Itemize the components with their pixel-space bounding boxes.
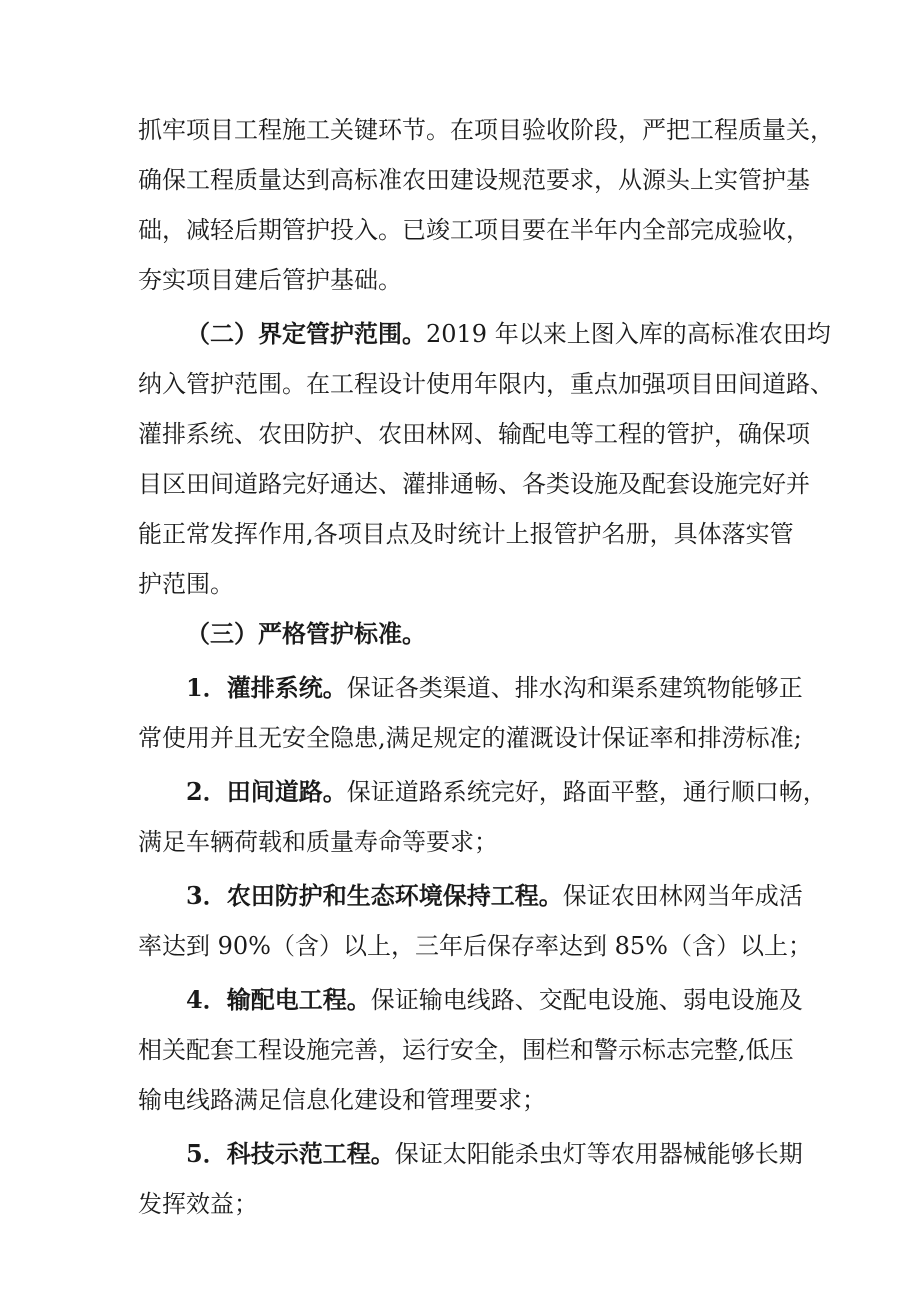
section-2-text: 2019 年以来上图入库的高标准农田均 xyxy=(426,320,831,348)
paragraph-line: 输电线路满足信息化建设和管理要求； xyxy=(138,1086,546,1114)
paragraph-line: 发挥效益； xyxy=(138,1190,258,1218)
paragraph-line: 灌排系统、农田防护、农田林网、输配电等工程的管护，确保项 xyxy=(138,420,810,448)
item-text: 保证各类渠道、排水沟和渠系建筑物能够正 xyxy=(346,674,803,702)
paragraph-line: 常使用并且无安全隐患,满足规定的灌溉设计保证率和排涝标准; xyxy=(138,724,802,752)
section-2-first-line xyxy=(186,314,831,354)
item-text: 保证农田林网当年成活 xyxy=(562,882,803,910)
paragraph-line: 相关配套工程设施完善，运行安全，围栏和警示标志完整,低压 xyxy=(138,1036,794,1064)
paragraph-line: 能正常发挥作用,各项目点及时统计上报管护名册，具体落实管 xyxy=(138,520,794,548)
item-title: 3．农田防护和生态环境保持工程。 xyxy=(186,881,563,910)
item-first-line xyxy=(186,668,803,708)
paragraph-line: 夯实项目建后管护基础。 xyxy=(138,266,402,294)
section-2-heading: （二）界定管护范围。 xyxy=(186,319,426,348)
item-first-line xyxy=(186,876,803,916)
paragraph-line: 确保工程质量达到高标准农田建设规范要求，从源头上实管护基 xyxy=(138,166,810,194)
paragraph-line: 纳入管护范围。在工程设计使用年限内，重点加强项目田间道路、 xyxy=(138,370,834,398)
item-title: 2．田间道路。 xyxy=(186,777,347,806)
paragraph-line: 率达到 90%（含）以上，三年后保存率达到 85%（含）以上； xyxy=(138,932,812,960)
paragraph-line: 抓牢项目工程施工关键环节。在项目验收阶段，严把工程质量关， xyxy=(138,116,834,144)
paragraph-line: 础，减轻后期管护投入。已竣工项目要在半年内全部完成验收， xyxy=(138,216,810,244)
item-first-line xyxy=(186,772,827,812)
item-text: 保证太阳能杀虫灯等农用器械能够长期 xyxy=(394,1140,803,1168)
item-title: 1．灌排系统。 xyxy=(186,673,347,702)
item-first-line xyxy=(186,1134,803,1174)
item-title: 4．输配电工程。 xyxy=(186,985,371,1014)
paragraph-line: 护范围。 xyxy=(138,570,234,598)
item-text: 保证道路系统完好，路面平整，通行顺口畅， xyxy=(346,778,827,806)
item-title: 5．科技示范工程。 xyxy=(186,1139,395,1168)
section-3-heading: （三）严格管护标准。 xyxy=(186,619,426,648)
item-text: 保证输电线路、交配电设施、弱电设施及 xyxy=(370,986,803,1014)
item-first-line xyxy=(186,980,803,1020)
paragraph-line: 满足车辆荷载和质量寿命等要求； xyxy=(138,828,498,856)
paragraph-line: 目区田间道路完好通达、灌排通畅、各类设施及配套设施完好并 xyxy=(138,470,810,498)
